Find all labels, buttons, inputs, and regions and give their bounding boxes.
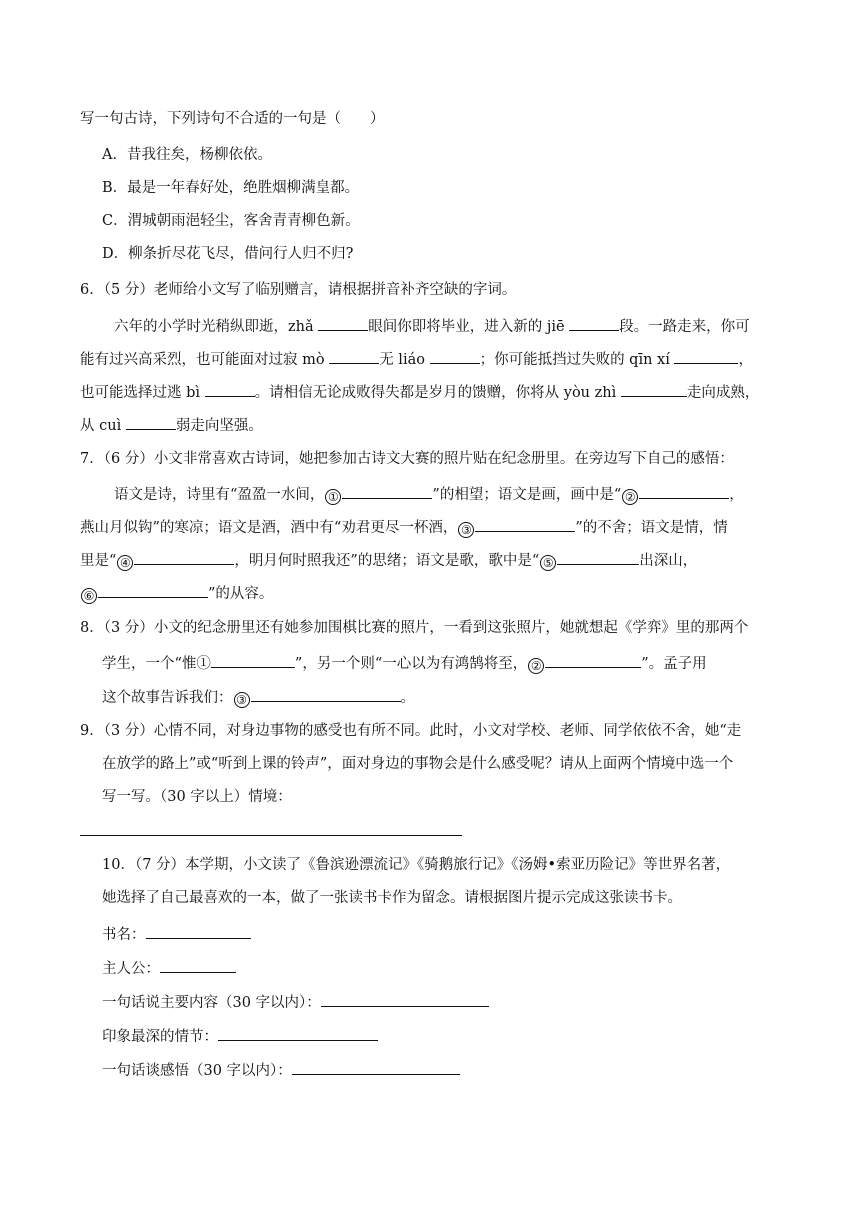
q8-text: 。 <box>400 690 415 706</box>
q9-line-1 <box>80 721 741 741</box>
q8-line-2 <box>102 652 707 674</box>
q7-text: ， <box>729 487 744 503</box>
q8-text: 这个故事告诉我们： <box>102 690 233 706</box>
q6-number: 6． <box>80 282 104 298</box>
q10-line-2: 她选择了自己最喜欢的一本，做了一张读书卡作为留念。请根据图片提示完成这张读书卡。 <box>102 890 682 906</box>
answer-blank[interactable] <box>430 348 480 364</box>
q6-text: 走向成熟， <box>686 385 760 401</box>
q7-number: 7． <box>80 451 104 467</box>
q7-line-2 <box>80 516 728 538</box>
circled-number-1: ① <box>325 489 341 505</box>
q10-plot <box>102 1025 378 1047</box>
q7-text: ，明月何时照我还”的思绪；语文是歌，歌中是“ <box>234 553 540 569</box>
q5-option-a: A．昔我往矣，杨柳依依。 <box>102 147 272 163</box>
q7-line-3 <box>80 549 697 571</box>
q6-line-1 <box>114 315 750 337</box>
answer-blank[interactable] <box>98 582 208 598</box>
q10-line-1: 10．（7 分）本学期，小文读了《鲁滨逊漂流记》《骑鹅旅行记》《汤姆•索亚历险记》等世界名著， <box>102 857 731 873</box>
q5-option-c: C．渭城朝雨浥轻尘，客舍青青柳色新。 <box>102 213 360 229</box>
circled-number-5: ⑤ <box>540 555 556 571</box>
plot-blank[interactable] <box>218 1025 378 1041</box>
q9-text: （3 分）心情不同，对身边事物的感受也有所不同。此时，小文对学校、老师、同学依依不舍，她“走 <box>103 723 742 739</box>
q9-line-2: 在放学的路上”或“听到上课的铃声”，面对身边的事物会是什么感受呢？请从上面两个情境中选一个 <box>102 756 734 772</box>
q6-header <box>80 280 516 300</box>
q6-text: ， <box>738 352 753 368</box>
circled-number-2: ② <box>528 658 544 674</box>
q10-feeling <box>102 1059 460 1081</box>
q7-line-1 <box>114 483 744 505</box>
q7-text: ”的不舍；语文是情，情 <box>575 520 728 536</box>
q8-line-1 <box>80 618 748 638</box>
answer-blank[interactable] <box>557 549 639 565</box>
q6-line-4 <box>80 414 263 436</box>
answer-blank[interactable] <box>342 483 432 499</box>
circled-number-4: ④ <box>117 555 133 571</box>
q5-option-d: D．柳条折尽花飞尽，借问行人归不归? <box>102 246 354 262</box>
answer-blank[interactable] <box>134 549 234 565</box>
q7-text: 出深山， <box>639 553 698 569</box>
q8-line-3 <box>102 686 415 708</box>
q5-option-b: B．最是一年春好处，绝胜烟柳满皇都。 <box>102 180 360 196</box>
answer-blank[interactable] <box>621 381 687 397</box>
answer-blank[interactable] <box>251 686 401 702</box>
feeling-blank[interactable] <box>292 1059 460 1075</box>
q7-text: ”的从容。 <box>208 586 274 602</box>
q8-text: ”，另一个则“一心以为有鸿鹄将至， <box>294 656 528 672</box>
circled-number-6: ⑥ <box>81 588 97 604</box>
circled-number-3: ③ <box>234 692 250 708</box>
summary-blank[interactable] <box>321 991 489 1007</box>
answer-blank[interactable] <box>318 315 368 331</box>
answer-blank[interactable] <box>674 348 738 364</box>
q9-answer-line[interactable] <box>80 835 462 836</box>
plot-label: 印象最深的情节： <box>102 1029 218 1045</box>
circled-number-3: ③ <box>458 522 474 538</box>
q6-text: 段。一路走来，你可 <box>619 319 750 335</box>
q6-text: 能有过兴高采烈，也可能面对过寂 mò <box>80 352 330 368</box>
q8-text: ”。孟子用 <box>641 656 707 672</box>
answer-blank[interactable] <box>211 652 295 668</box>
q7-line-4 <box>80 582 273 604</box>
feeling-label: 一句话谈感悟（30 字以内）： <box>102 1063 292 1079</box>
q6-text: 眼间你即将毕业，进入新的 jiē <box>368 319 570 335</box>
answer-blank[interactable] <box>475 516 575 532</box>
q9-number: 9． <box>80 723 104 739</box>
book-title-blank[interactable] <box>146 923 251 939</box>
answer-blank[interactable] <box>126 414 176 430</box>
q6-line-3 <box>80 381 759 403</box>
q10-protagonist <box>102 957 236 979</box>
answer-blank[interactable] <box>639 483 729 499</box>
protagonist-label: 主人公： <box>102 961 160 977</box>
q10-book-title <box>102 923 251 945</box>
q8-text: 学生，一个“惟① <box>102 656 211 672</box>
protagonist-blank[interactable] <box>160 957 236 973</box>
q7-text: 语文是诗，诗里有“盈盈一水间， <box>114 487 325 503</box>
q6-text: 从 cuì <box>80 418 126 434</box>
answer-blank[interactable] <box>329 348 379 364</box>
q10-summary <box>102 991 489 1013</box>
q7-text: 燕山月似钩”的寒凉；语文是酒，酒中有“劝君更尽一杯酒， <box>80 520 458 536</box>
circled-number-2: ② <box>622 489 638 505</box>
q8-number: 8． <box>80 620 104 636</box>
q5-stem: 写一句古诗，下列诗句不合适的一句是（ ） <box>80 111 385 127</box>
q6-text: 也可能选择过逃 bì <box>80 385 205 401</box>
q6-text: 六年的小学时光稍纵即逝，zhǎ <box>114 319 319 335</box>
q7-text: 里是“ <box>80 553 117 569</box>
q6-text: 无 liáo <box>379 352 430 368</box>
q6-instruction: （5 分）老师给小文写了临别赠言，请根据拼音补齐空缺的字词。 <box>103 282 517 298</box>
q7-instruction: （6 分）小文非常喜欢古诗词，她把参加古诗文大赛的照片贴在纪念册里。在旁边写下自己的感悟： <box>103 451 734 467</box>
q9-line-3: 写一写。（30 字以上）情境： <box>102 789 292 805</box>
q6-text: 。请相信无论成败得失都是岁月的馈赠，你将从 yòu zhì <box>254 385 621 401</box>
book-title-label: 书名： <box>102 927 146 943</box>
q7-header <box>80 449 734 469</box>
answer-blank[interactable] <box>569 315 619 331</box>
q8-text: （3 分）小文的纪念册里还有她参加围棋比赛的照片，一看到这张照片，她就想起《学弈》里的那两个 <box>103 620 749 636</box>
q6-text: 弱走向坚强。 <box>175 418 263 434</box>
answer-blank[interactable] <box>545 652 641 668</box>
q6-line-2 <box>80 348 753 370</box>
q6-text: ；你可能抵挡过失败的 qīn xí <box>479 352 675 368</box>
q7-text: ”的相望；语文是画，画中是“ <box>432 487 622 503</box>
summary-label: 一句话说主要内容（30 字以内）： <box>102 995 321 1011</box>
answer-blank[interactable] <box>205 381 255 397</box>
